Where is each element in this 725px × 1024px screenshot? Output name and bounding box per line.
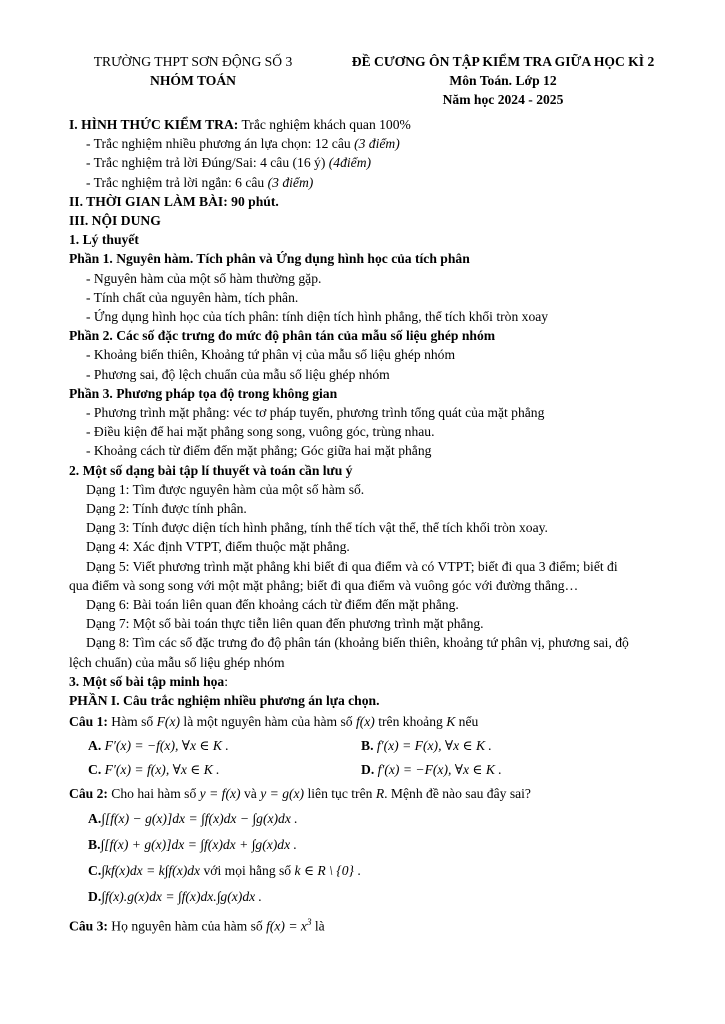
exercise-type-item: Dạng 3: Tính được diện tích hình phẳng, tính thể tích vật thể, thể tích khối tròn xoay. [86,520,548,536]
question-text: nếu [455,714,479,730]
theory-item: - Khoảng biến thiên, Khoảng tứ phân vị của mẫu số liệu ghép nhóm [86,347,456,363]
theory-part-title: Phần 2. Các số đặc trưng đo mức độ phân tán của mẫu số liệu ghép nhóm [69,328,496,344]
exam-format-item [69,173,675,192]
section-exam-time: II. THỜI GIAN LÀM BÀI: 90 phút. [69,193,279,209]
answer-math: f′(x) = −F(x), ∀x ∈ K . [374,762,502,778]
answer-option-a [69,734,361,758]
answer-math: ∫[f(x) − g(x)]dx = ∫f(x)dx − ∫g(x)dx . [101,811,298,827]
theory-item: - Phương trình mặt phẳng: véc tơ pháp tuyến, phương trình tổng quát của mặt phẳng [86,405,545,421]
examples-heading-text: 3. Một số bài tập minh họa [69,673,225,689]
question-text: là một nguyên hàm của hàm số [180,714,356,730]
question-text: Họ nguyên hàm của hàm số [107,918,267,934]
theory-part-title: Phần 3. Phương pháp tọa độ trong không gian [69,385,338,401]
header-right [328,52,678,109]
answer-math: ∫f(x).g(x)dx = ∫f(x)dx.∫g(x)dx . [101,889,262,905]
answer-label: B. [361,738,374,754]
math-expression: y = g(x) [260,786,305,802]
math-expression: f(x) = x [266,918,307,934]
exam-format-item-text: - Trắc nghiệm trả lời ngắn: 6 câu [86,174,268,190]
answer-option-c [69,858,675,884]
answer-math: ∫[f(x) + g(x)]dx = ∫f(x)dx + ∫g(x)dx . [100,837,297,853]
math-expression: R [375,786,385,802]
theory-item: - Phương sai, độ lệch chuẩn của mẫu số liệu ghép nhóm [86,366,390,382]
math-expression: f(x) [355,714,375,730]
math-expression: F(x) [156,714,181,730]
answer-label: A. [88,811,102,827]
subject-line: Môn Toán. Lớp 12 [449,73,557,88]
question-label: Câu 2: [69,786,108,802]
exam-format-item-note: (3 điểm) [354,136,400,152]
answer-label: C. [88,762,102,778]
math-exponent: 3 [306,917,312,928]
answer-label: A. [88,738,102,754]
answer-label: C. [88,863,102,879]
exam-format-item-text: - Trắc nghiệm nhiều phương án lựa chọn: 12 câu [86,136,355,152]
theory-heading: 1. Lý thuyết [69,232,139,248]
exercise-type-item: Dạng 2: Tính được tính phân. [86,501,247,517]
theory-item: - Điều kiện để hai mặt phẳng song song, vuông góc, trùng nhau. [86,424,435,440]
exam-format-item-note: (4điểm) [328,155,372,171]
exam-format-item [69,153,675,172]
section-content: III. NỘI DUNG [69,213,161,229]
exercise-type-item: Dạng 6: Bài toán liên quan đến khoảng cách từ điểm đến mặt phẳng. [86,597,459,613]
answer-math: k ∈ R \ {0} [294,863,354,879]
school-name: TRƯỜNG THPT SƠN ĐỘNG SỐ 3 [93,54,293,69]
exercise-types-heading: 2. Một số dạng bài tập lí thuyết và toán cần lưu ý [69,462,353,478]
question-text: . Mệnh đề nào sau đây sai? [384,786,531,802]
section-exam-format-title: I. HÌNH THỨC KIỂM TRA: [69,117,239,132]
exercise-type-item: Dạng 4: Xác định VTPT, điểm thuộc mặt phẳng. [86,539,350,555]
question-text: liên tục trên [304,786,376,802]
answer-option-b [69,832,675,858]
question-text: Cho hai hàm số [107,786,200,802]
exercise-type-item-cont: qua điểm và song song với một mặt phẳng; biết đi qua điểm và vuông góc với đường thẳng… [69,577,579,593]
answer-math: F′(x) = −f(x), ∀x ∈ K . [101,738,229,754]
question-2 [69,782,675,806]
answer-option-a [69,806,675,832]
question-text: Hàm số [107,714,157,730]
answer-row [69,758,675,782]
section-exam-format [69,115,675,134]
exercise-type-item-cont: lệch chuẩn) của mẫu số liệu ghép nhóm [69,654,285,670]
question-3 [69,910,675,934]
answer-math: ∫kf(x)dx = k∫f(x)dx [101,863,201,879]
theory-part-title: Phần 1. Nguyên hàm. Tích phân và Ứng dụng hình học của tích phân [69,251,470,267]
examples-heading [69,672,675,691]
part1-heading: PHẦN I. Câu trắc nghiệm nhiều phương án lựa chọn. [69,693,380,709]
theory-item: - Nguyên hàm của một số hàm thường gặp. [86,270,322,286]
answer-math: F′(x) = f(x), ∀x ∈ K . [101,762,220,778]
question-text: là [311,918,325,934]
question-text: trên khoảng [374,714,447,730]
question-label: Câu 1: [69,714,108,730]
header-left [68,52,318,90]
theory-item: - Khoảng cách từ điểm đến mặt phẳng; Góc giữa hai mặt phẳng [86,443,432,459]
school-year: Năm học 2024 - 2025 [442,92,564,107]
answer-text: . [353,863,361,879]
exam-format-item-note: (3 điểm) [267,174,314,190]
exam-format-item [69,134,675,153]
math-expression: K [446,714,456,730]
question-1 [69,710,675,734]
exam-format-item-text: - Trắc nghiệm trả lời Đúng/Sai: 4 câu (16 ý) [86,155,329,171]
section-exam-format-desc: Trắc nghiệm khách quan 100% [238,117,411,132]
theory-item: - Tính chất của nguyên hàm, tích phân. [86,289,299,305]
answer-option-c [69,758,361,782]
exercise-type-item: Dạng 8: Tìm các số đặc trưng đo độ phân tán (khoảng biến thiên, khoảng tứ phân vị, phương sai, độ [86,635,629,651]
answer-label: D. [361,762,375,778]
document-header [0,52,725,108]
answer-math: f′(x) = F(x), ∀x ∈ K . [373,738,492,754]
answer-label: D. [88,889,102,905]
math-expression: y = f(x) [199,786,241,802]
exercise-type-item: Dạng 5: Viết phương trình mặt phẳng khi biết đi qua điểm và có VTPT; biết đi qua 3 điểm; biết đi [86,558,618,574]
answer-label: B. [88,837,101,853]
theory-item: - Ứng dụng hình học của tích phân: tính diện tích hình phẳng, thể tích khối tròn xoay [86,309,549,325]
exercise-type-item: Dạng 7: Một số bài toán thực tiễn liên quan đến phương trình mặt phẳng. [86,616,484,632]
exercise-type-item: Dạng 1: Tìm được nguyên hàm của một số hàm số. [86,481,365,497]
examples-heading-colon: : [224,673,229,689]
answer-option-d [69,884,675,910]
group-name: NHÓM TOÁN [150,73,236,88]
answer-text: với mọi hằng số [200,863,295,879]
answer-option-b [361,734,675,758]
answer-row [69,734,675,758]
document-body [69,115,675,934]
answer-option-d [361,758,675,782]
document-title: ĐỀ CƯƠNG ÔN TẬP KIỂM TRA GIỮA HỌC KÌ 2 [351,54,655,69]
question-text: và [240,786,261,802]
question-label: Câu 3: [69,918,108,934]
